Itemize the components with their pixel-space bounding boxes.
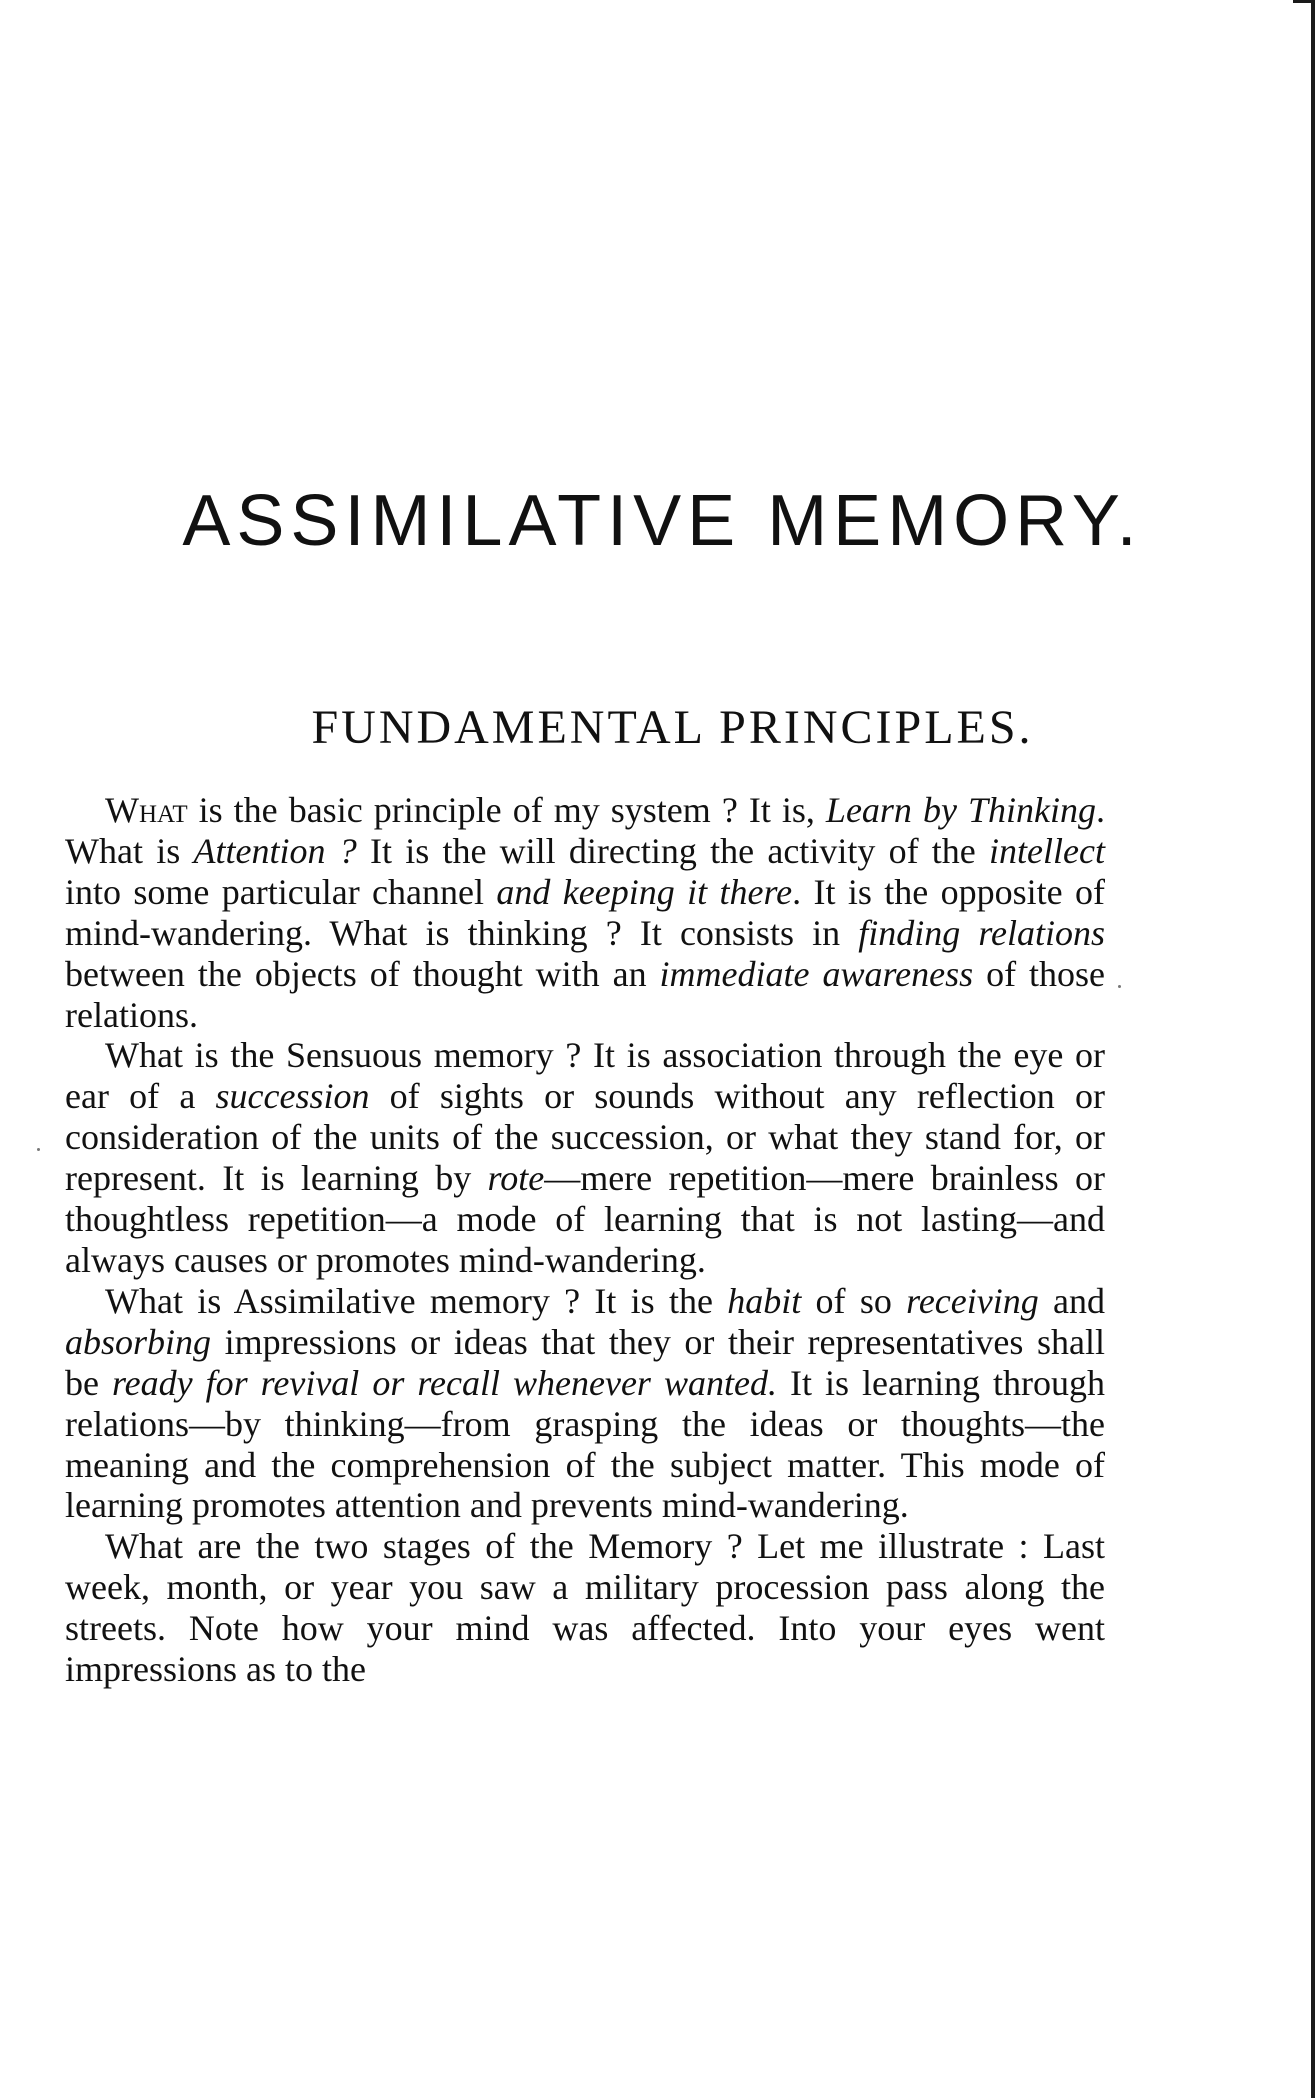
text-run: and	[1038, 1280, 1106, 1321]
text-run: of those relations.	[65, 953, 1105, 1035]
paragraph	[65, 1526, 1105, 1690]
paragraph	[65, 790, 1105, 1035]
section-title: FUNDAMENTAL PRINCIPLES.	[311, 701, 1034, 754]
body-text	[65, 790, 1105, 1690]
lead-word: What	[105, 790, 188, 830]
emphasis-text: receiving	[906, 1280, 1039, 1321]
emphasis-text: finding relations	[858, 912, 1105, 953]
emphasis-text: immediate awareness	[659, 953, 974, 994]
emphasis-text: succession	[215, 1076, 370, 1117]
emphasis-text: ready for revival or recall whenever wanted.	[112, 1362, 777, 1403]
emphasis-text: habit	[727, 1280, 802, 1321]
text-run: It is learning through relations—by thinking—from grasping the ideas or thoughts—the meaning and the comprehension of the subject matter. This mode of learning promotes attention and prevents mind-wandering.	[65, 1362, 1105, 1526]
text-run: What is the Sensuous memory ? It is association through the eye or ear of a	[65, 1035, 1105, 1117]
text-run: is the basic principle of my system ? It is,	[187, 790, 826, 830]
emphasis-text: intellect	[989, 830, 1105, 871]
text-run: between the objects of thought with an	[65, 953, 660, 994]
page-edge-top	[1293, 0, 1315, 3]
text-run: impressions or ideas that they or their representatives shall be	[65, 1321, 1105, 1403]
emphasis-text: absorbing	[65, 1321, 212, 1362]
scan-speck	[37, 1148, 40, 1151]
page-title: ASSIMILATIVE MEMORY.	[182, 481, 1143, 561]
text-run: It is the will directing the activity of the	[356, 830, 990, 871]
text-run: . What is	[65, 790, 1105, 871]
paragraph	[65, 1035, 1105, 1280]
text-run: of so	[801, 1280, 907, 1321]
emphasis-text: and keeping it there	[496, 871, 793, 912]
scan-speck	[1118, 985, 1121, 988]
paragraph	[65, 1281, 1105, 1526]
text-run: What is Assimilative memory ? It is the	[105, 1280, 728, 1321]
text-run: . It is the opposite of mind-wandering. What is thinking ? It consists in	[65, 871, 1106, 953]
text-run: into some particular channel	[65, 871, 497, 912]
emphasis-text: Learn by Thinking	[825, 790, 1096, 830]
emphasis-text: rote	[487, 1158, 545, 1199]
text-run: of sights or sounds without any reflection or consideration of the units of the succession, or what they stand for, or represent. It is learning by	[65, 1076, 1105, 1199]
emphasis-text: Attention ?	[193, 830, 357, 871]
page-edge	[1311, 0, 1315, 2098]
text-run: —mere repetition—mere brainless or thoughtless repetition—a mode of learning that is not lasting—and always causes or promotes mind-wandering.	[65, 1158, 1106, 1280]
text-run: What are the two stages of the Memory ? Let me illustrate : Last week, month, or year you saw a military procession pass along the streets. Note how your mind was affected. Into your eyes went impressions as to the	[65, 1526, 1105, 1690]
